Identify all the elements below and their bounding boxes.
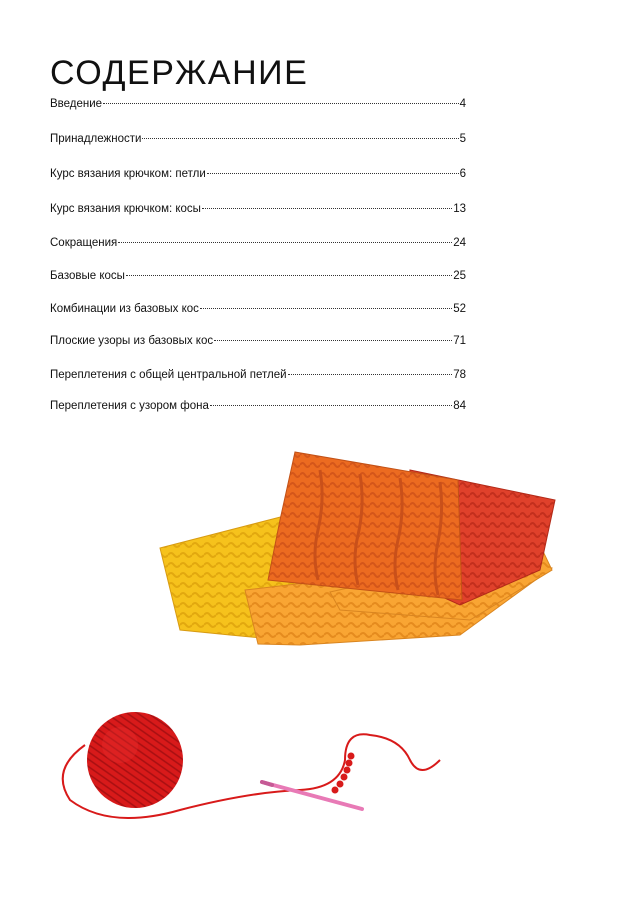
toc-dot-leader bbox=[118, 242, 452, 243]
toc-entry-label: Курс вязания крючком: петли bbox=[50, 168, 206, 180]
toc-page-number: 71 bbox=[453, 335, 466, 347]
toc-page-number: 5 bbox=[459, 133, 466, 145]
toc-entry[interactable] bbox=[50, 168, 466, 186]
toc-dot-leader bbox=[142, 138, 458, 139]
toc-entry[interactable] bbox=[50, 369, 466, 387]
toc-entry-label: Плоские узоры из базовых кос bbox=[50, 335, 214, 347]
crochet-illustration bbox=[0, 430, 641, 900]
toc-entry-label: Базовые косы bbox=[50, 270, 125, 282]
toc-entry-label: Введение bbox=[50, 98, 103, 110]
toc-page-number: 25 bbox=[453, 270, 466, 282]
toc-entry[interactable] bbox=[50, 133, 466, 151]
toc-page-number: 6 bbox=[459, 168, 466, 180]
toc-dot-leader bbox=[207, 173, 459, 174]
toc-entry[interactable] bbox=[50, 400, 466, 418]
toc-dot-leader bbox=[103, 103, 459, 104]
toc-page-number: 84 bbox=[453, 400, 466, 412]
toc-page-number: 78 bbox=[453, 369, 466, 381]
toc-dot-leader bbox=[126, 275, 452, 276]
crochet-chain bbox=[332, 753, 355, 794]
toc-entry-label: Принадлежности bbox=[50, 133, 142, 145]
toc-entry-label: Сокращения bbox=[50, 237, 118, 249]
toc-dot-leader bbox=[210, 405, 452, 406]
toc-page-number: 24 bbox=[453, 237, 466, 249]
toc-entry[interactable] bbox=[50, 98, 466, 116]
dark-orange-swatch bbox=[268, 452, 462, 600]
toc-entry-label: Комбинации из базовых кос bbox=[50, 303, 199, 315]
toc-page-number: 52 bbox=[453, 303, 466, 315]
toc-dot-leader bbox=[214, 340, 452, 341]
toc-dot-leader bbox=[202, 208, 452, 209]
toc-page-number: 4 bbox=[459, 98, 466, 110]
toc-page-number: 13 bbox=[453, 203, 466, 215]
yarn-ball bbox=[87, 712, 183, 808]
crochet-hook bbox=[262, 782, 362, 809]
toc-entry[interactable] bbox=[50, 203, 466, 221]
toc-entry-label: Переплетения с общей центральной петлей bbox=[50, 369, 287, 381]
toc-entry[interactable] bbox=[50, 303, 466, 321]
toc-entry[interactable] bbox=[50, 335, 466, 353]
toc-entry-label: Переплетения с узором фона bbox=[50, 400, 209, 412]
page-title: СОДЕРЖАНИЕ bbox=[50, 54, 309, 92]
toc-entry[interactable] bbox=[50, 270, 466, 288]
toc-dot-leader bbox=[200, 308, 452, 309]
toc-entry[interactable] bbox=[50, 237, 466, 255]
toc-entry-label: Курс вязания крючком: косы bbox=[50, 203, 201, 215]
toc-dot-leader bbox=[288, 374, 453, 375]
